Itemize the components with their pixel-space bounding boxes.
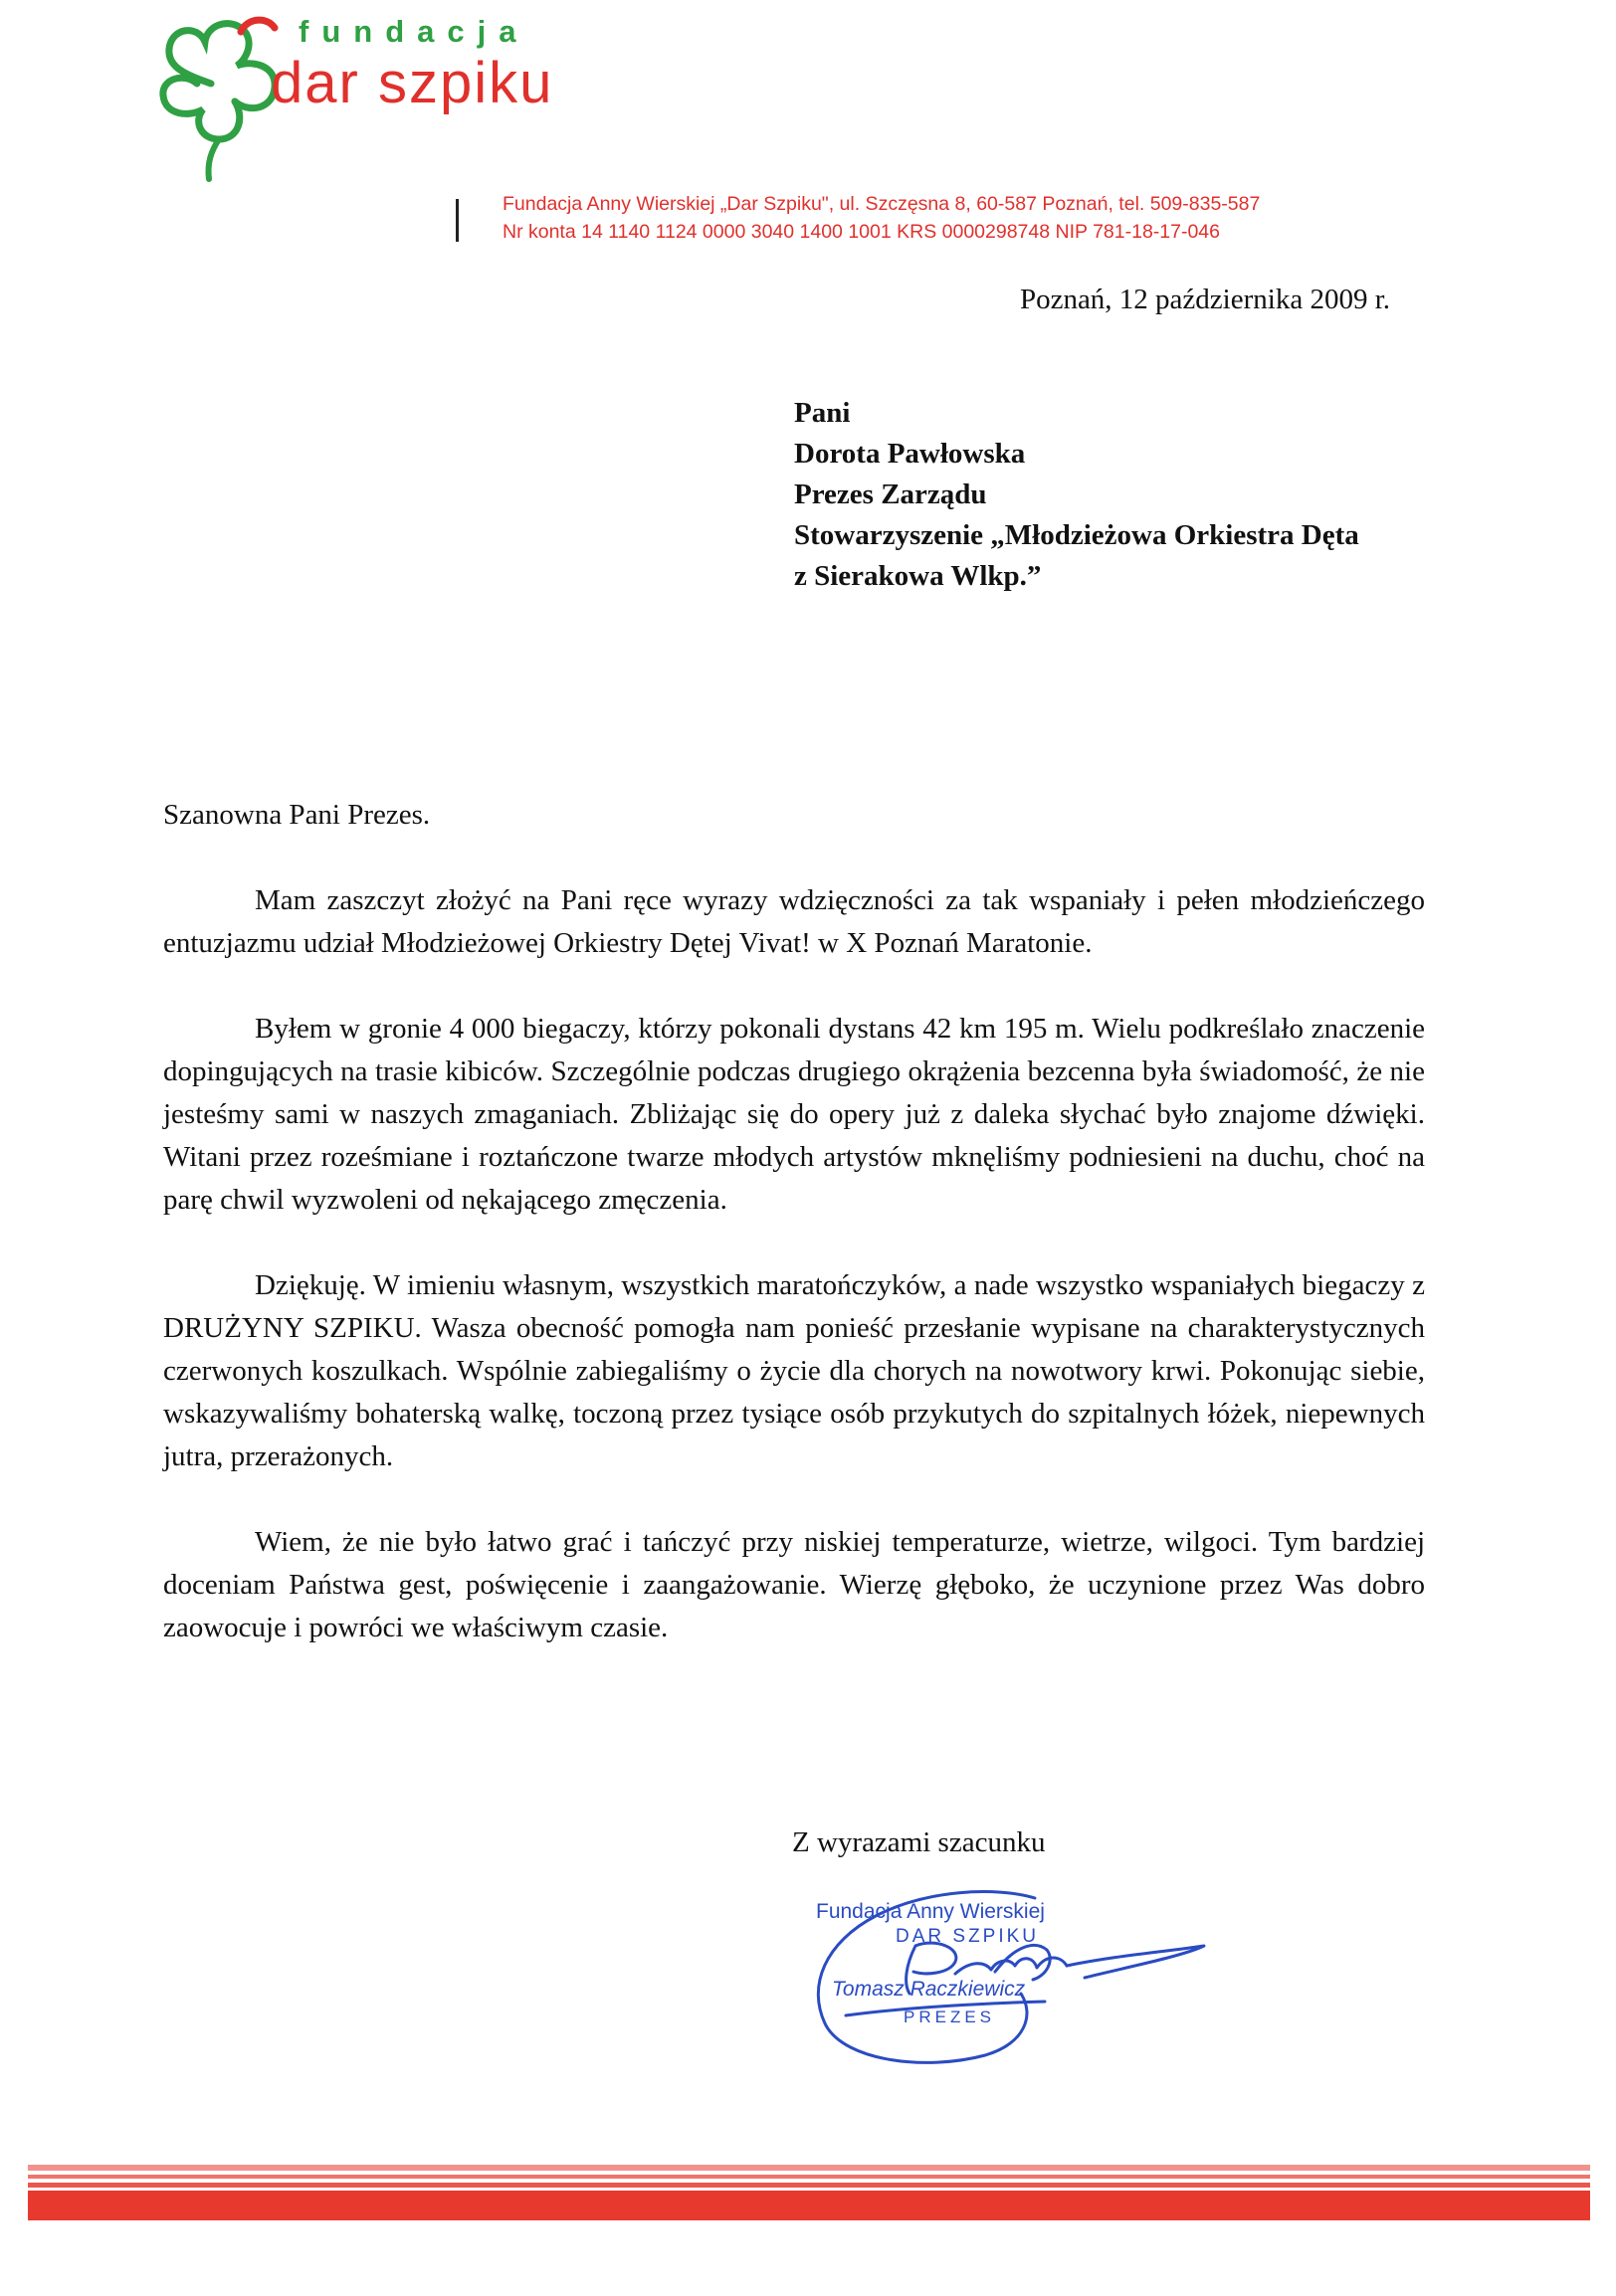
- stamp-organization-short: DAR SZPIKU: [896, 1926, 1040, 1947]
- signature-stamp: [786, 1876, 1224, 2085]
- salutation: Szanowna Pani Prezes.: [163, 799, 431, 831]
- recipient-line: Prezes Zarządu: [794, 478, 987, 510]
- stamp-organization: Fundacja Anny Wierskiej: [816, 1900, 1045, 1923]
- recipient-line: Dorota Pawłowska: [794, 438, 1026, 470]
- recipient-block: [794, 393, 1359, 597]
- body-paragraph: Mam zaszczyt złożyć na Pani ręce wyrazy wdzięczności za tak wspaniały i pełen młodzieńczego entuzjazmu udział Młodzieżowej Orkiestry Dętej Vivat! w X Poznań Maratonie.: [163, 884, 1425, 959]
- body-paragraph: Byłem w gronie 4 000 biegaczy, którzy pokonali dystans 42 km 195 m. Wielu podkreślało znaczenie dopingujących na trasie kibiców. Szczególnie podczas drugiego okrążenia bezcenna była świadomość, że nie jesteśmy sami w naszych zmaganiach. Zbliżając się do opery już z daleka słychać było znajome dźwięki. Witani przez roześmiane i roztańczone twarze młodych artystów mknęliśmy podniesieni na duchu, choć na parę chwil wyzwoleni od nękającego zmęczenia.: [163, 1013, 1425, 1216]
- stamp-role: PREZES: [904, 2008, 996, 2026]
- logo-name-text: dar szpiku: [271, 51, 554, 115]
- letterhead-divider: [456, 199, 459, 242]
- footer-bar: [28, 2165, 1590, 2220]
- body-paragraph: Dziękuję. W imieniu własnym, wszystkich maratończyków, a nade wszystko wspaniałych biegaczy z DRUŻYNY SZPIKU. Wasza obecność pomogła nam ponieść przesłanie wypisane na charakterystycznych czerwonych koszulkach. Wspólnie zabiegaliśmy o życie dla chorych na nowotwory krwi. Pokonując siebie, wskazywaliśmy bohaterską walkę, toczoną przez tysiące osób przykutych do szpitalnych łóżek, niepewnych jutra, przerażonych.: [163, 1269, 1425, 1472]
- letterhead-address: Fundacja Anny Wierskiej „Dar Szpiku", ul. Szczęsna 8, 60-587 Poznań, tel. 509-835-587: [503, 193, 1261, 215]
- foundation-logo: [149, 14, 567, 193]
- recipient-line: Pani: [794, 397, 851, 429]
- body-paragraph: Wiem, że nie było łatwo grać i tańczyć przy niskiej temperaturze, wietrze, wilgoci. Tym bardziej doceniam Państwa gest, poświęcenie i zaangażowanie. Wierzę głęboko, że uczynione przez Was dobro zaowocuje i powróci we właściwym czasie.: [163, 1526, 1425, 1643]
- letterhead-account: Nr konta 14 1140 1124 0000 3040 1400 1001 KRS 0000298748 NIP 781-18-17-046: [503, 221, 1220, 243]
- letter-body: [163, 879, 1425, 1692]
- recipient-line: z Sierakowa Wlkp.”: [794, 560, 1042, 592]
- letter-date: Poznań, 12 października 2009 r.: [1019, 284, 1390, 315]
- handwritten-signature-icon: [786, 1876, 1224, 2085]
- closing-phrase: Z wyrazami szacunku: [792, 1826, 1046, 1858]
- logo-fundacja-text: fundacja: [299, 14, 529, 49]
- recipient-line: Stowarzyszenie „Młodzieżowa Orkiestra Dęta: [794, 519, 1359, 551]
- stamp-person-name: Tomasz Raczkiewicz: [832, 1978, 1026, 2001]
